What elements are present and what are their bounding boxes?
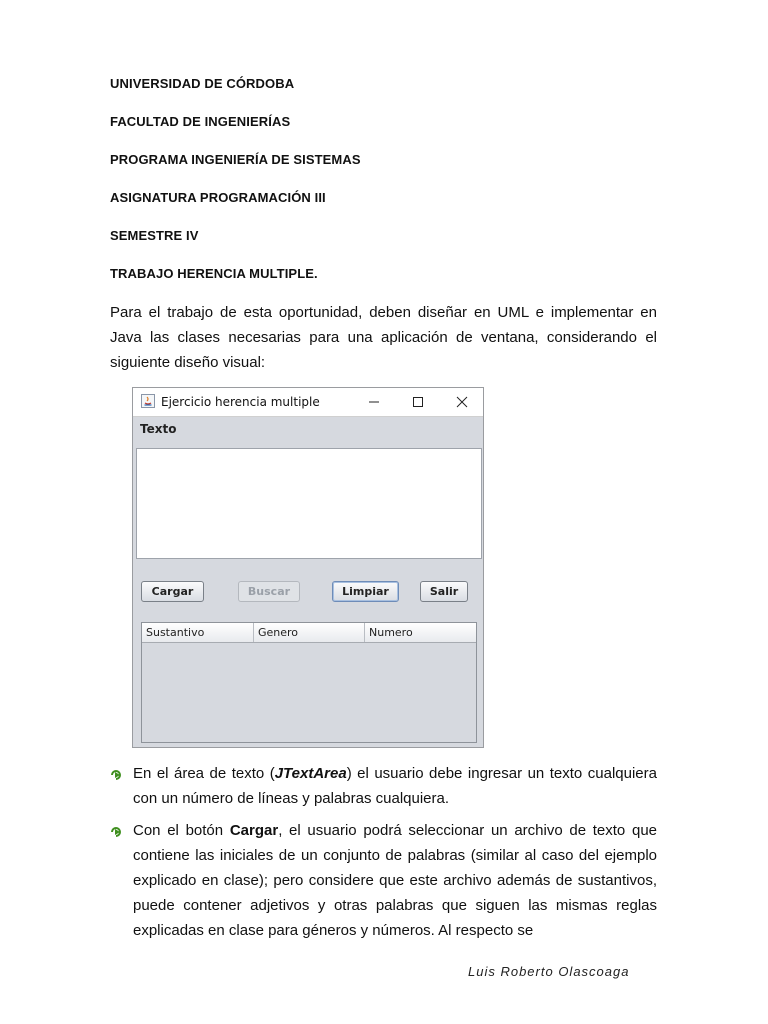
bullet1-emphasis: JTextArea bbox=[274, 765, 347, 782]
bullet-paragraph-2 bbox=[133, 818, 657, 943]
bullet-paragraph-1 bbox=[133, 761, 657, 811]
window-titlebar bbox=[133, 388, 483, 417]
arrow-bullet-icon bbox=[110, 825, 124, 837]
results-table[interactable] bbox=[141, 622, 477, 743]
window-screenshot bbox=[132, 387, 484, 748]
heading-assignment: TRABAJO HERENCIA MULTIPLE. bbox=[110, 266, 318, 281]
maximize-icon[interactable] bbox=[409, 393, 427, 411]
footer-author: Luis Roberto Olascoaga bbox=[468, 964, 630, 979]
minimize-icon[interactable] bbox=[365, 393, 383, 411]
heading-faculty: FACULTAD DE INGENIERÍAS bbox=[110, 114, 291, 129]
column-header-sustantivo[interactable]: Sustantivo bbox=[142, 623, 254, 642]
heading-subject: ASIGNATURA PROGRAMACIÓN III bbox=[110, 190, 326, 205]
close-icon[interactable] bbox=[453, 393, 471, 411]
heading-semester: SEMESTRE IV bbox=[110, 228, 199, 243]
heading-university: UNIVERSIDAD DE CÓRDOBA bbox=[110, 76, 295, 91]
intro-paragraph: Para el trabajo de esta oportunidad, deben diseñar en UML e implementar en Java las clases necesarias para una aplicación de ventana, considerando el siguiente diseño visual: bbox=[110, 304, 657, 371]
arrow-bullet-icon bbox=[110, 768, 124, 780]
bullet2-text-after: , el usuario podrá seleccionar un archivo de texto que contiene las iniciales de un conjunto de palabras (similar al caso del ejemplo explicado en clase); pero considere que este archivo además de sustantivos, puede contener adjetivos y otras palabras que siguen las mismas reglas explicadas en clase para géneros y números. Al respecto se bbox=[133, 822, 657, 939]
salir-button[interactable]: Salir bbox=[420, 581, 468, 602]
bullet2-emphasis: Cargar bbox=[229, 822, 279, 839]
bullet1-text-before: En el área de texto ( bbox=[133, 765, 275, 782]
limpiar-button[interactable]: Limpiar bbox=[332, 581, 399, 602]
table-header bbox=[142, 623, 476, 643]
buscar-button[interactable]: Buscar bbox=[238, 581, 300, 602]
column-header-numero[interactable]: Numero bbox=[369, 626, 413, 639]
bullet1-text-after: ) el usuario debe ingresar un texto cualquiera con un número de líneas y palabras cualquiera. bbox=[133, 765, 657, 807]
window-title: Ejercicio herencia multiple bbox=[161, 395, 320, 409]
heading-program: PROGRAMA INGENIERÍA DE SISTEMAS bbox=[110, 152, 361, 167]
texto-label: Texto bbox=[140, 422, 177, 436]
text-area[interactable] bbox=[136, 448, 482, 559]
java-app-icon bbox=[141, 394, 155, 408]
bullet2-text-before: Con el botón bbox=[133, 822, 230, 839]
column-header-genero[interactable]: Genero bbox=[254, 623, 365, 642]
cargar-button[interactable]: Cargar bbox=[141, 581, 204, 602]
